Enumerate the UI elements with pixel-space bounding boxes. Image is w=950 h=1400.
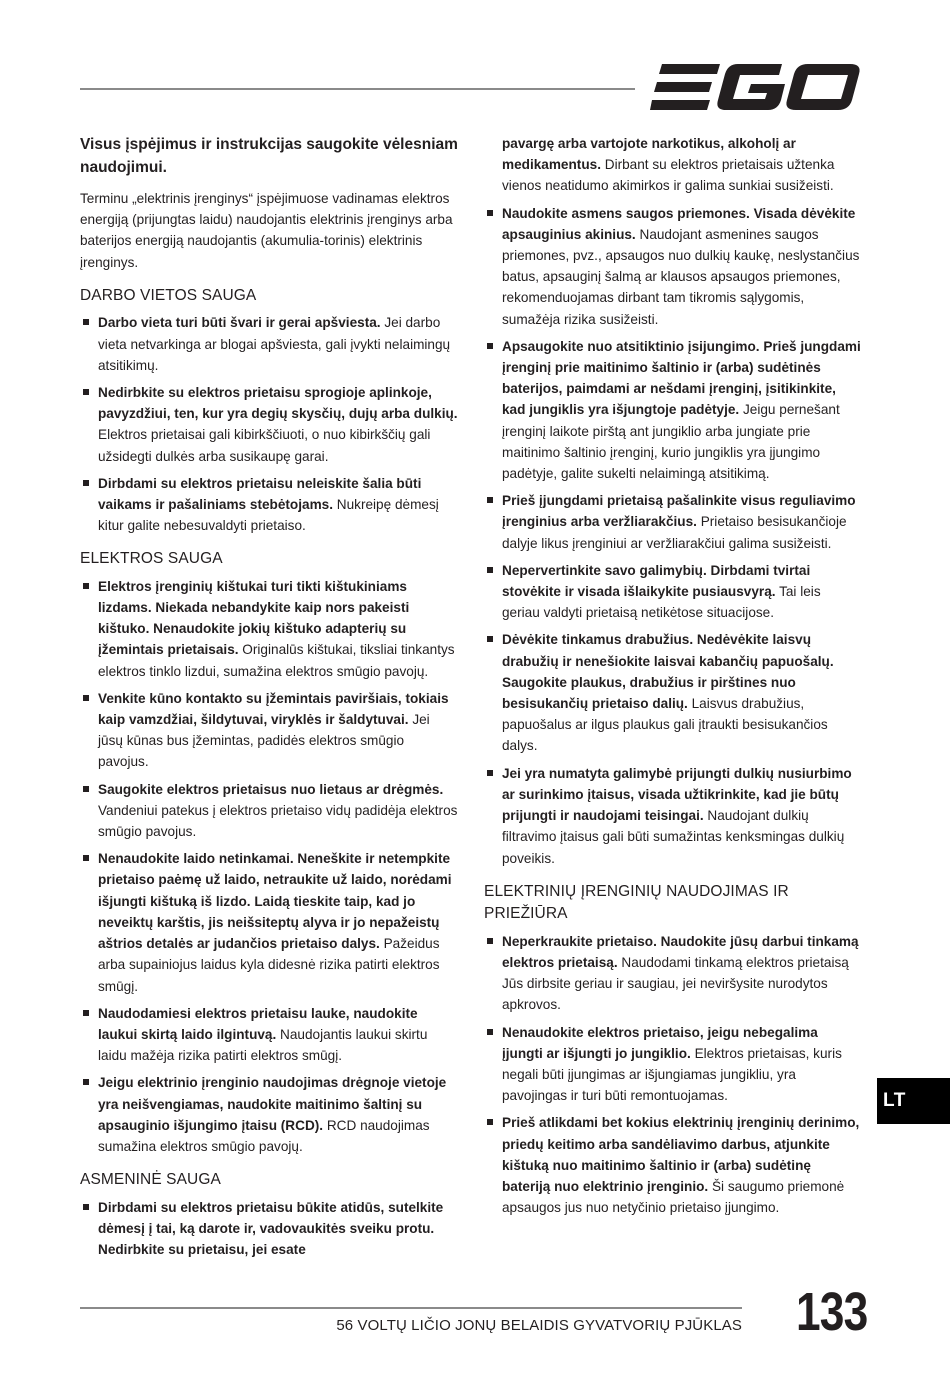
bullet-square-icon	[487, 1119, 493, 1125]
bullet-square-icon	[83, 695, 89, 701]
list-item	[484, 490, 862, 554]
item-text: Naudodami tinkamą elektros prietaisą Jūs dirbsite geriau ir saugiau, jei neviršysite nurodytos apkrovos.	[502, 954, 849, 1013]
section-heading-personal: ASMENINĖ SAUGA	[80, 1171, 221, 1189]
footer-rule	[80, 1307, 742, 1309]
left-column	[80, 133, 458, 1266]
bullet-square-icon	[83, 786, 89, 792]
intro-body: Terminu „elektrinis įrenginys“ įspėjimuose vadinamas elektros energiją (prijungtas laidu) naudojantis elektrinis įrenginys arba baterijos energiją naudojantis (akumulia-torinis) elektrinis įrenginys.	[80, 191, 453, 270]
item-text: Jei darbo vieta netvarkinga ar blogai apšviesta, gali įvykti nelaimingų atsitikimų.	[98, 315, 451, 373]
bullet-square-icon	[487, 567, 493, 573]
item-bold: Nedirbkite su elektros prietaisu sprogioje aplinkoje, pavyzdžiui, ten, kur yra degių skysčių, dujų arba dulkių.	[98, 384, 458, 422]
item-text: Elektros prietaisai gali kibirkščiuoti, o nuo kibirkščių gali užsidegti dulkės arba susikaupę garai.	[98, 427, 431, 464]
item-bold: Apsaugokite nuo atsitiktinio įsijungimo. Prieš jungdami įrenginį prie maitinimo šaltinio ir (arba) sudėtinės baterijos, paimdami ar nešdami įrenginį, įsitikinkite, kad jungiklis yra išjungtoje padėtyje.	[502, 338, 861, 418]
bullet-square-icon	[83, 1010, 89, 1016]
bullet-square-icon	[83, 855, 89, 861]
section-heading-work-area: DARBO VIETOS SAUGA	[80, 286, 257, 304]
item-text: Naudojantis laukui skirtu laidu mažėja rizika patirti elektros smūgį.	[98, 1026, 428, 1064]
item-bold: Nenaudokite laido netinkamai. Neneškite ir netempkite prietaiso paėmę už laido, netraukite už laido, norėdami išjungti kištuką iš lizdo. Laidą tieskite taip, kad jo neveiktų karštis, jis neišsiteptų alyva ir jo nepažeistų aštrios detalės ar judančios prietaiso dalys.	[98, 851, 452, 952]
list-item	[80, 779, 458, 843]
list-item	[80, 382, 458, 467]
item-bold: Elektros įrenginių kištukai turi tikti kištukiniams lizdams. Niekada nebandykite kaip nors pakeisti kištuko. Nenaudokite jokių kištuko adapterių su įžemintais prietaisais.	[98, 578, 410, 658]
item-bold: Prieš atlikdami bet kokius elektrinių įrenginių derinimo, priedų keitimo arba sandėliavimo darbus, atjunkite kištuką nuo maitinimo šaltinio ir (arba) sudėtinę bateriją nuo elektrinio įrenginio.	[502, 1115, 860, 1194]
item-bold: Naudokite asmens saugos priemones. Visada dėvėkite apsauginius akinius.	[502, 205, 856, 242]
list-item	[80, 312, 458, 376]
list-item	[484, 629, 862, 756]
item-text: Naudojant asmenines saugos priemones, pvz., apsaugos nuo dulkių kaukę, neslystančius batus, apsauginį šalmą ar klausos apsaugos priemones, rekomenduojamas dirbant tam tikromis sąlygomis, sumažėja rizika susižeisti.	[502, 226, 860, 327]
list-item	[484, 931, 862, 1016]
list-item-continuation	[484, 133, 862, 197]
bullet-square-icon	[487, 497, 493, 503]
item-bold: Dėvėkite tinkamus drabužius. Nedėvėkite laisvų drabužių ir nenešiokite laisvai kabančių papuošalų. Saugokite plaukus, drabužius ir pirštines nuo besisukančių prietaiso dalių.	[502, 632, 834, 712]
item-bold: Neperkraukite prietaiso. Naudokite jūsų darbui tinkamą elektros prietaisą.	[502, 933, 859, 970]
item-text: Vandeniui patekus į elektros prietaiso vidų padidėja elektros smūgio pavojus.	[98, 802, 458, 840]
item-text: Tai leis geriau valdyti prietaisą netikėtose situacijose.	[502, 584, 821, 621]
list-item	[484, 1022, 862, 1107]
item-bold: Saugokite elektros prietaisus nuo lietaus ar drėgmės.	[98, 781, 444, 797]
section-heading-electrical: ELEKTROS SAUGA	[80, 550, 223, 568]
item-text: Nukreipę dėmesį kitur galite nebesuvaldyti prietaiso.	[98, 496, 439, 534]
item-bold: Prieš įjungdami prietaisą pašalinkite visus reguliavimo įrenginius arba veržliarakčius.	[502, 493, 856, 530]
bullet-square-icon	[83, 319, 89, 325]
bullet-square-icon	[487, 636, 493, 642]
bullet-square-icon	[487, 938, 493, 944]
bullet-square-icon	[83, 1079, 89, 1085]
list-item	[80, 473, 458, 537]
item-text: Naudojant dulkių filtravimo įtaisus gali būti sumažintas kenksmingas dulkių poveikis.	[502, 808, 845, 866]
bullet-square-icon	[83, 480, 89, 486]
bullet-square-icon	[487, 1029, 493, 1035]
item-text: Elektros prietaisas, kuris negali būti įjungimas ar išjungiamas jungikliu, yra pavojingas ir turi būti remontuojamas.	[502, 1045, 842, 1104]
bullet-square-icon	[83, 1204, 89, 1210]
list-item	[80, 1072, 458, 1157]
item-text: Ši saugumo priemonė apsaugos jus nuo netyčinio prietaiso įjungimo.	[502, 1178, 845, 1216]
bullet-square-icon	[487, 210, 493, 216]
item-bold: Nenaudokite elektros prietaiso, jeigu nebegalima įjungti ar išjungti jo jungiklio.	[502, 1024, 818, 1061]
item-bold: Darbo vieta turi būti švari ir gerai apšviesta.	[98, 315, 381, 331]
item-bold: pavargę arba vartojote narkotikus, alkoholį ar medikamentus.	[502, 136, 796, 173]
item-text: Prietaiso besisukančioje dalyje likus įrenginiui ar veržliarakčiui galima susižeisti.	[502, 514, 847, 551]
item-bold: Jeigu elektrinio įrenginio naudojimas drėgnoje vietoje yra neišvengiamas, naudokite maitinimo šaltinį su apsauginio išjungimo įtaisu (RCD).	[98, 1075, 447, 1133]
item-text: Dirbant su elektros prietaisais užtenka vienos neatidumo akimirkos ir galima sunkiai susižeisti.	[502, 157, 835, 194]
bullet-square-icon	[83, 583, 89, 589]
item-bold: Nepervertinkite savo galimybių. Dirbdami tvirtai stovėkite ir visada išlaikykite pusiausvyrą.	[502, 562, 811, 600]
page-number: 133	[796, 1282, 868, 1342]
item-bold: Naudodamiesi elektros prietaisu lauke, naudokite laukui skirtą laido ilgintuvą.	[98, 1005, 418, 1042]
item-text: Originalūs kištukai, tiksliai tinkantys elektros tinklo lizdui, sumažina elektros smūgio pavojų.	[98, 642, 455, 679]
item-text: Pažeidus arba supainiojus laidus kyla didesnė rizika patirti elektros smūgį.	[98, 936, 440, 994]
item-text: Jei jūsų kūnas bus įžemintas, padidės elektros smūgio pavojus.	[98, 712, 430, 770]
list-item	[80, 688, 458, 773]
item-bold: Dirbdami su elektros prietaisu būkite atidūs, sutelkite dėmesį į tai, ką darote ir, vadovaukitės sveiku protu. Nedirbkite su prietaisu, jei esate	[98, 1199, 444, 1258]
ego-logo	[650, 62, 862, 114]
bullet-square-icon	[83, 389, 89, 395]
footer-title: 56 VOLTŲ LIČIO JONŲ BELAIDIS GYVATVORIŲ PJŪKLAS	[336, 1317, 742, 1334]
header-rule	[80, 88, 635, 90]
list-item	[80, 848, 458, 996]
list-item	[484, 1112, 862, 1218]
item-text: Laisvus drabužius, papuošalus ar ilgus plaukus gali įtraukti besisukančios dalys.	[502, 696, 828, 754]
intro-title: Visus įspėjimus ir instrukcijas saugokite vėlesniam naudojimui.	[80, 136, 458, 176]
item-text: Jeigu pernešant įrenginį laikote pirštą ant jungiklio arba jungiate prie maitinimo šaltinio įrenginį, kurio jungiklis yra įjungimo padėtyje, galite sukelti nelaimingą atsitikimą.	[502, 402, 840, 482]
language-tab: LT	[877, 1078, 950, 1124]
item-text: RCD naudojimas sumažina elektros smūgio pavojų.	[98, 1117, 430, 1154]
item-bold: Dirbdami su elektros prietaisu neleiskite šalia būti vaikams ir pašaliniams stebėtojams.	[98, 475, 422, 512]
bullet-square-icon	[487, 343, 493, 349]
bullet-square-icon	[487, 770, 493, 776]
list-item	[80, 1197, 458, 1261]
list-item	[80, 1003, 458, 1067]
list-item	[80, 576, 458, 682]
item-bold: Jei yra numatyta galimybė prijungti dulkių nusiurbimo ar surinkimo įtaisus, visada užtikrinkite, kad jie būtų prijungti ir naudojami teisingai.	[502, 765, 852, 824]
list-item	[484, 560, 862, 624]
item-bold: Venkite kūno kontakto su įžemintais paviršiais, tokiais kaip vamzdžiai, šildytuvai, viryklės ir šaldytuvai.	[98, 690, 449, 728]
right-column	[484, 133, 862, 1224]
list-item	[484, 763, 862, 869]
list-item	[484, 336, 862, 484]
section-heading-tool-use: ELEKTRINIŲ ĮRENGINIŲ NAUDOJIMAS IR PRIEŽIŪRA	[484, 882, 789, 923]
list-item	[484, 203, 862, 330]
